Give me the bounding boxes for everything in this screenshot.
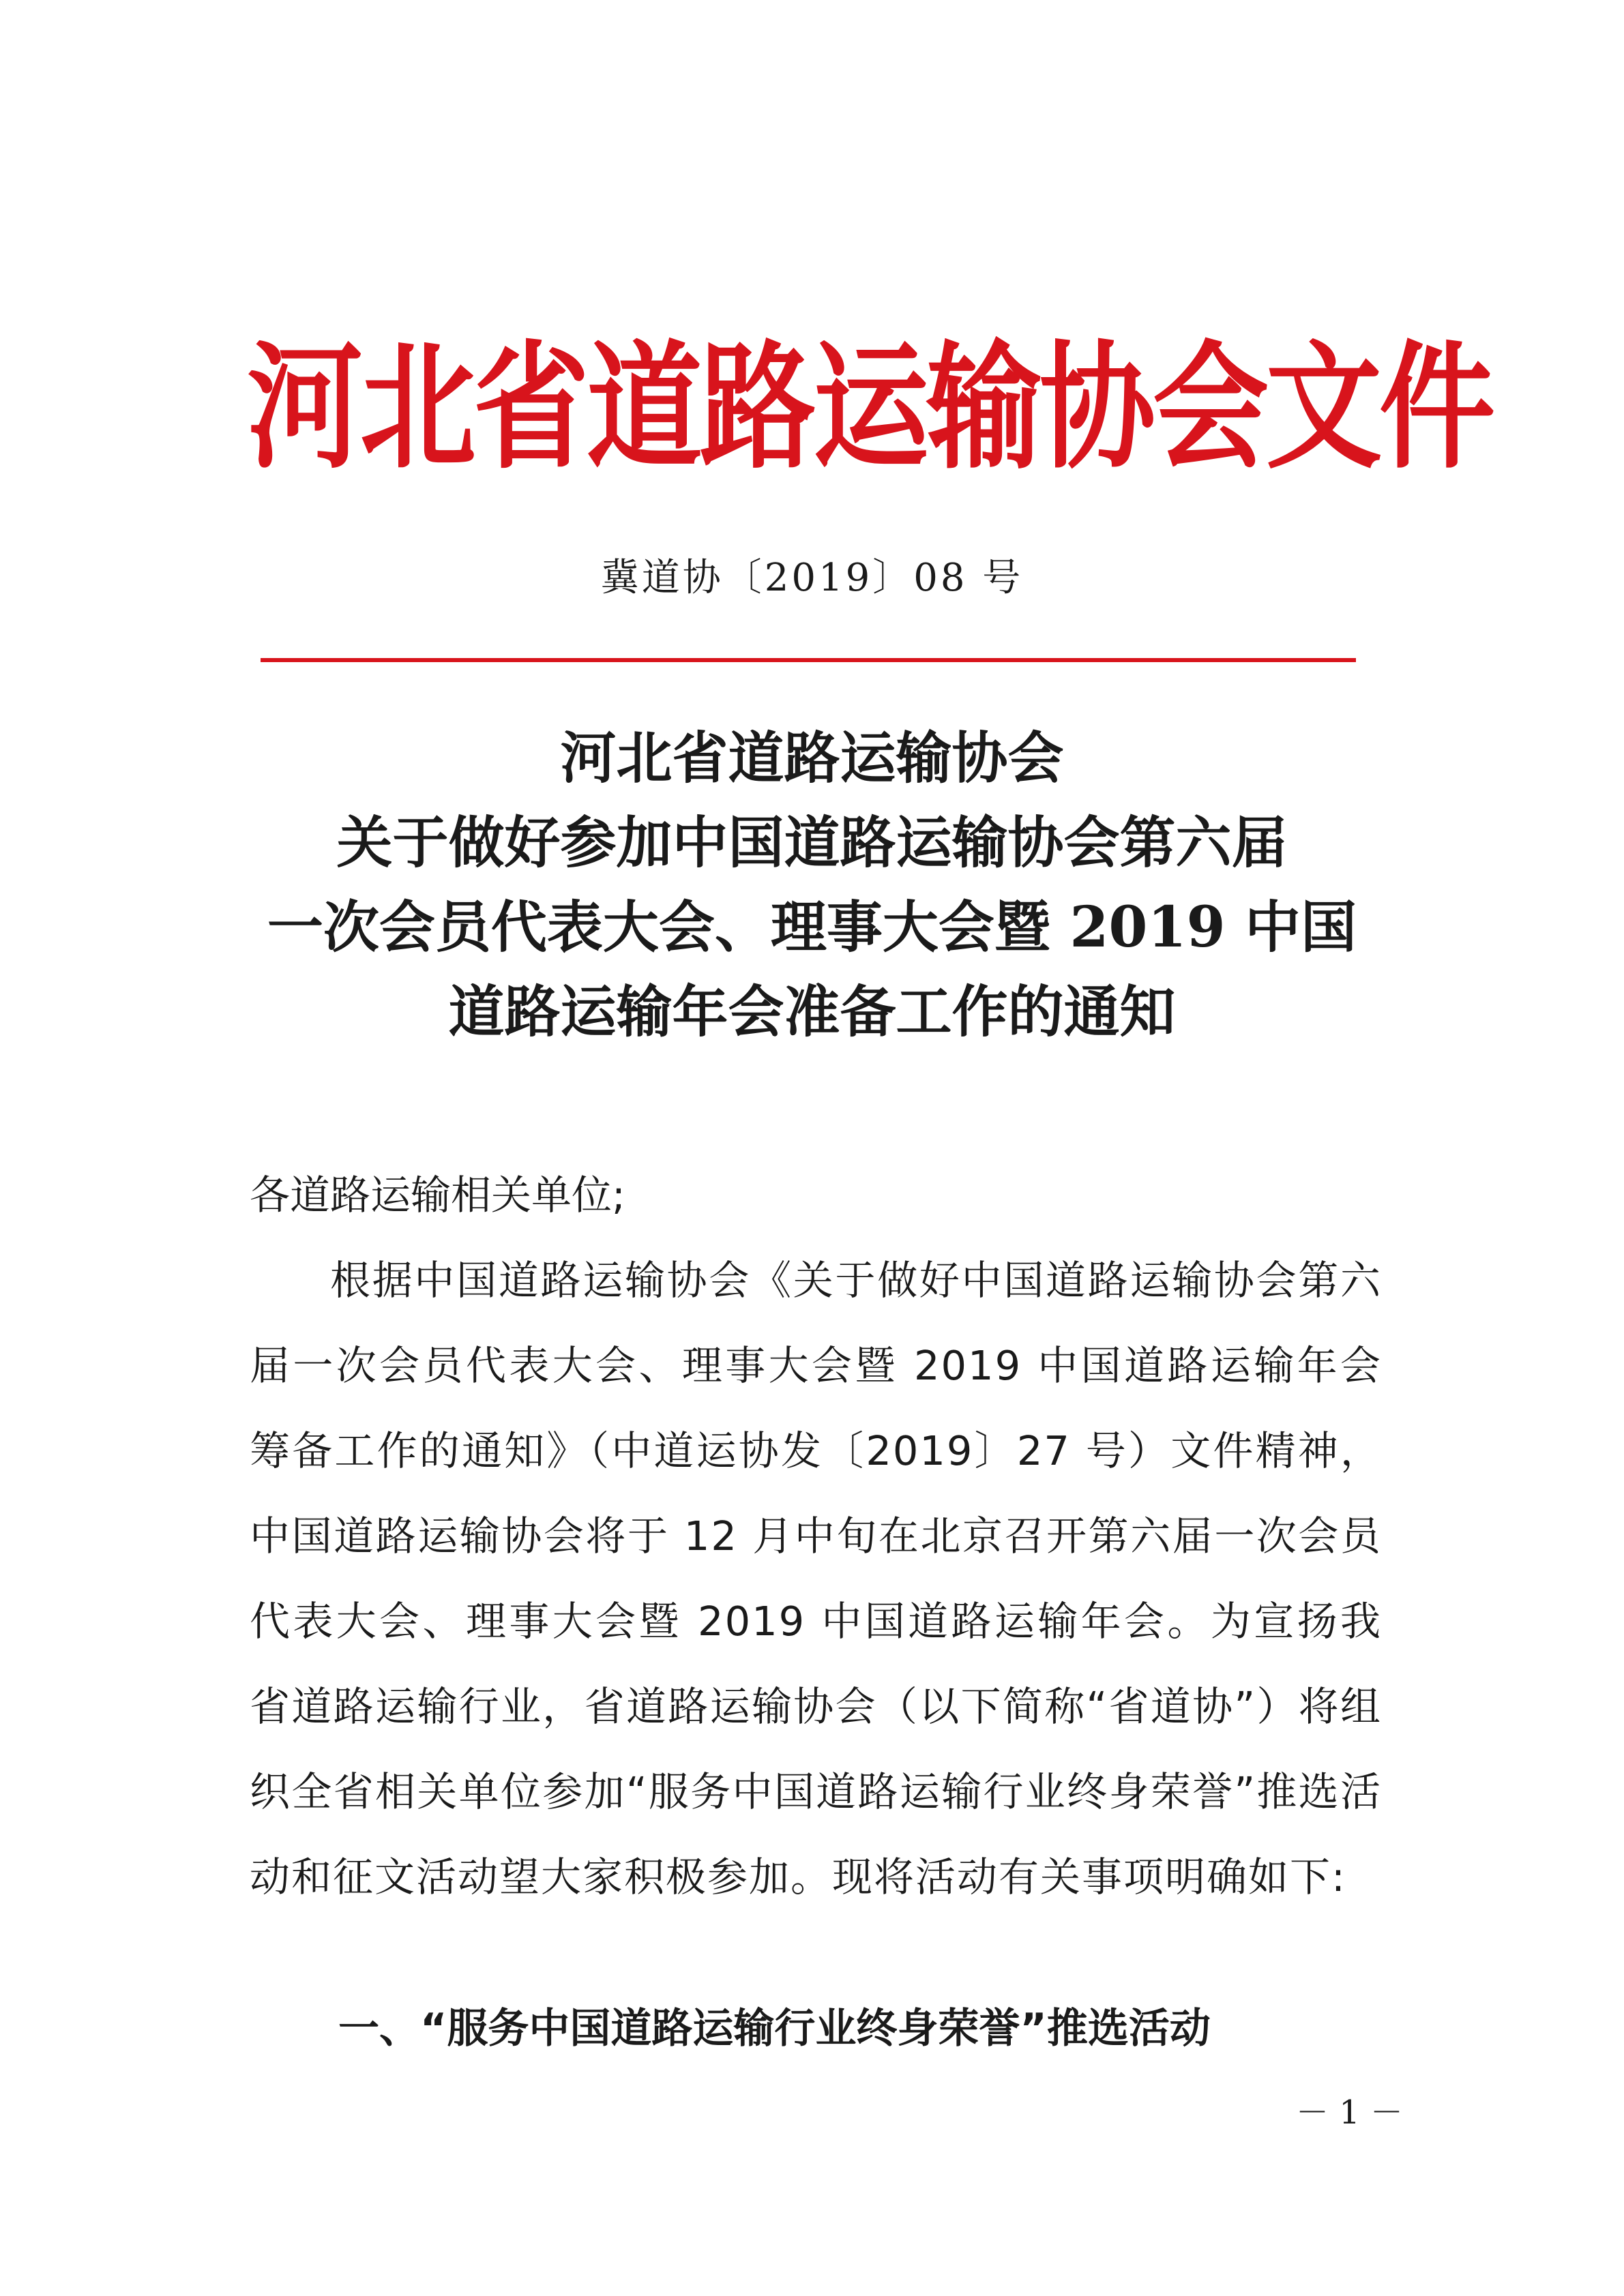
section-heading: 一、“服务中国道路运输行业终身荣誉”推选活动 — [338, 2005, 1211, 2053]
intro-paragraph: 根据中国道路运输协会《关于做好中国道路运输协会第六届一次会员代表大会、理事大会暨 2019 中国道路运输年会筹备工作的通知》（中道运协发〔2019〕27 号）文件精神，中国道路运输协会将于 12 月中旬在北京召开第六届一次会员代表大会、理事大会暨 2019 中国道路运输年会。为宣扬我省道路运输行业，省道路运输协会（以下简称“省道协”）将组织全省相关单位参加“服务中国道路运输行业终身荣誉”推选活动和征文活动望大家积极参加。现将活动有关事项明确如下: — [250, 1257, 1382, 1900]
body-text — [250, 1152, 1382, 1920]
title-line: 关于做好参加中国道路运输协会第六届 — [336, 810, 1288, 876]
document-number: 冀道协〔2019〕08 号 — [600, 556, 1024, 600]
title-line: 道路运输年会准备工作的通知 — [448, 979, 1176, 1045]
red-divider-line — [261, 658, 1356, 662]
title-line: 一次会员代表大会、理事大会暨 2019 中国 — [267, 895, 1357, 960]
masthead-title: 河北省道路运输协会文件 — [247, 327, 1493, 488]
salutation: 各道路运输相关单位; — [250, 1172, 625, 1219]
page-number: － 1 － — [1296, 2093, 1404, 2132]
title-line: 河北省道路运输协会 — [560, 726, 1064, 791]
notice-title — [136, 716, 1488, 1054]
